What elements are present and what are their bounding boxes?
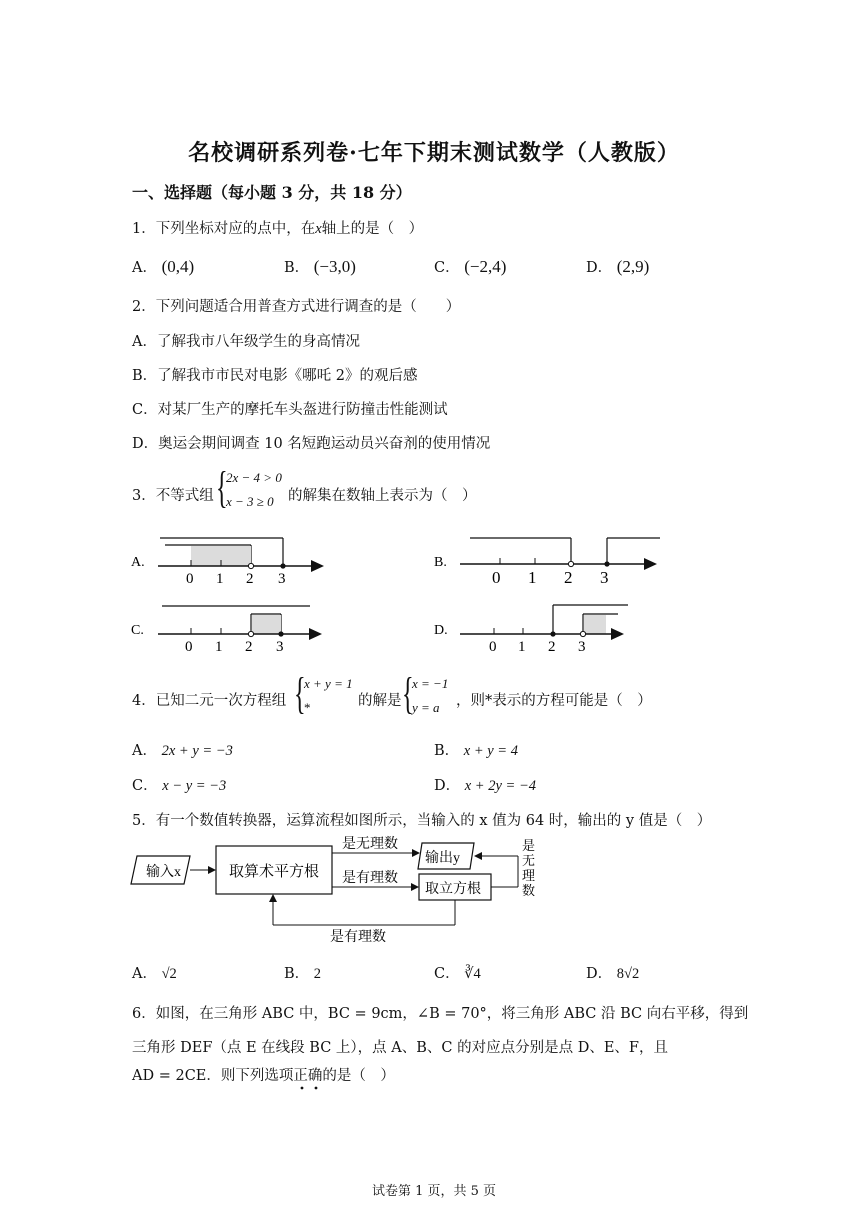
flow-side-3: 理	[522, 868, 536, 883]
question-6-line-1: 6．如图，在三角形 ABC 中，BC = 9cm，∠B = 70°，将三角形 ABC 沿 BC 向右平移，得到	[132, 1006, 749, 1022]
inequality-2: x − 3 ≥ 0	[226, 494, 274, 509]
tick-0: 0	[186, 571, 194, 587]
question-4-mid: 的解是	[358, 693, 402, 709]
tick-1: 1	[215, 639, 223, 655]
flow-rational-bottom-label: 是有理数	[330, 930, 386, 945]
solution-1: x = −1	[412, 676, 449, 691]
q1-option-a[interactable]: A． (0,4)	[132, 257, 195, 276]
q3-label-d: D.	[434, 623, 448, 638]
tick-2: 2	[548, 639, 556, 655]
q1-option-d[interactable]: D． (2,9)	[586, 257, 650, 276]
q4-option-a[interactable]: A． 2x + y = −3	[132, 743, 233, 759]
question-3-stem-post: 的解集在数轴上表示为（ ）	[288, 488, 477, 504]
q3-option-c-figure[interactable]	[131, 606, 322, 655]
equation-1: x + y = 1	[304, 676, 353, 691]
flow-irrational-label: 是无理数	[342, 837, 398, 852]
q5-flowchart	[131, 835, 535, 945]
tick-3: 3	[600, 568, 609, 587]
flow-side-1: 是	[522, 838, 536, 853]
q2-option-d[interactable]: D．奥运会期间调查 10 名短跑运动员兴奋剂的使用情况	[132, 436, 491, 452]
page-title: 名校调研系列卷·七年下期末测试数学（人教版）	[188, 140, 680, 166]
q3-label-a: A.	[131, 555, 145, 570]
tick-3: 3	[278, 571, 286, 587]
question-2-stem: 2．下列问题适合用普查方式进行调查的是（ ）	[132, 299, 461, 315]
q3-option-a-figure[interactable]	[131, 538, 324, 587]
question-3-stem-pre: 3．不等式组	[132, 488, 214, 504]
q1-option-b[interactable]: B． (−3,0)	[284, 257, 356, 276]
question-5-stem: 5．有一个数值转换器，运算流程如图所示，当输入的 x 值为 64 时，输出的 y 值是（ ）	[132, 813, 712, 829]
tick-0: 0	[492, 568, 501, 587]
flow-sqrt-label: 取算术平方根	[229, 864, 320, 880]
question-4-stem-pre: 4．已知二元一次方程组	[132, 693, 287, 709]
flow-rational-label: 是有理数	[342, 871, 398, 886]
tick-3: 3	[578, 639, 586, 655]
q2-option-b[interactable]: B．了解我市市民对电影《哪吒 2》的观后感	[132, 368, 418, 384]
q5-option-a[interactable]: A． √2	[132, 966, 177, 982]
tick-3: 3	[276, 639, 284, 655]
question-6-line-3: AD = 2CE．则下列选项正确的是（ ）	[132, 1068, 395, 1084]
q5-option-c[interactable]: C． ∛4	[434, 966, 481, 982]
q3-label-b: B.	[434, 555, 447, 570]
tick-1: 1	[216, 571, 224, 587]
q3-label-c: C.	[131, 623, 144, 638]
flow-side-4: 数	[522, 883, 536, 898]
equation-2: *	[304, 700, 311, 715]
q3-option-d-figure[interactable]	[434, 605, 628, 655]
section-heading: 一、选择题（每小题 3 分，共 18 分）	[132, 183, 412, 202]
brace-icon: {	[216, 463, 228, 512]
question-6-line-2: 三角形 DEF（点 E 在线段 BC 上），点 A、B、C 的对应点分别是点 D、E、F，且	[132, 1040, 668, 1056]
tick-2: 2	[246, 571, 254, 587]
tick-0: 0	[489, 639, 497, 655]
question-4-stem-post: ，则*表示的方程可能是（ ）	[456, 693, 652, 709]
q4-option-c[interactable]: C． x − y = −3	[132, 778, 227, 794]
solution-2: y = a	[412, 700, 440, 715]
flow-input-label: 输入x	[146, 865, 181, 880]
q5-option-d[interactable]: D． 8√2	[586, 966, 640, 982]
tick-0: 0	[185, 639, 193, 655]
flow-output-label: 输出y	[425, 851, 460, 866]
q4-option-d[interactable]: D． x + 2y = −4	[434, 778, 536, 794]
flow-cbrt-label: 取立方根	[425, 882, 481, 897]
brace-icon: {	[402, 669, 414, 718]
tick-1: 1	[518, 639, 526, 655]
tick-1: 1	[528, 568, 537, 587]
question-1-stem: 1．下列坐标对应的点中，在x轴上的是（ ）	[132, 221, 424, 237]
tick-2: 2	[245, 639, 253, 655]
q5-option-b[interactable]: B． 2	[284, 966, 322, 982]
tick-2: 2	[564, 568, 573, 587]
q3-option-b-figure[interactable]	[434, 538, 660, 587]
brace-icon: {	[294, 669, 306, 718]
page-footer: 试卷第 1 页，共 5 页	[371, 1184, 497, 1199]
q2-option-a[interactable]: A．了解我市八年级学生的身高情况	[132, 334, 360, 350]
q1-option-c[interactable]: C． (−2,4)	[434, 257, 507, 276]
q4-option-b[interactable]: B． x + y = 4	[434, 743, 518, 759]
q2-option-c[interactable]: C．对某厂生产的摩托车头盔进行防撞击性能测试	[132, 402, 448, 418]
emphasis-dots	[296, 1084, 326, 1092]
flow-side-2: 无	[522, 853, 536, 868]
inequality-1: 2x − 4 > 0	[226, 470, 282, 485]
